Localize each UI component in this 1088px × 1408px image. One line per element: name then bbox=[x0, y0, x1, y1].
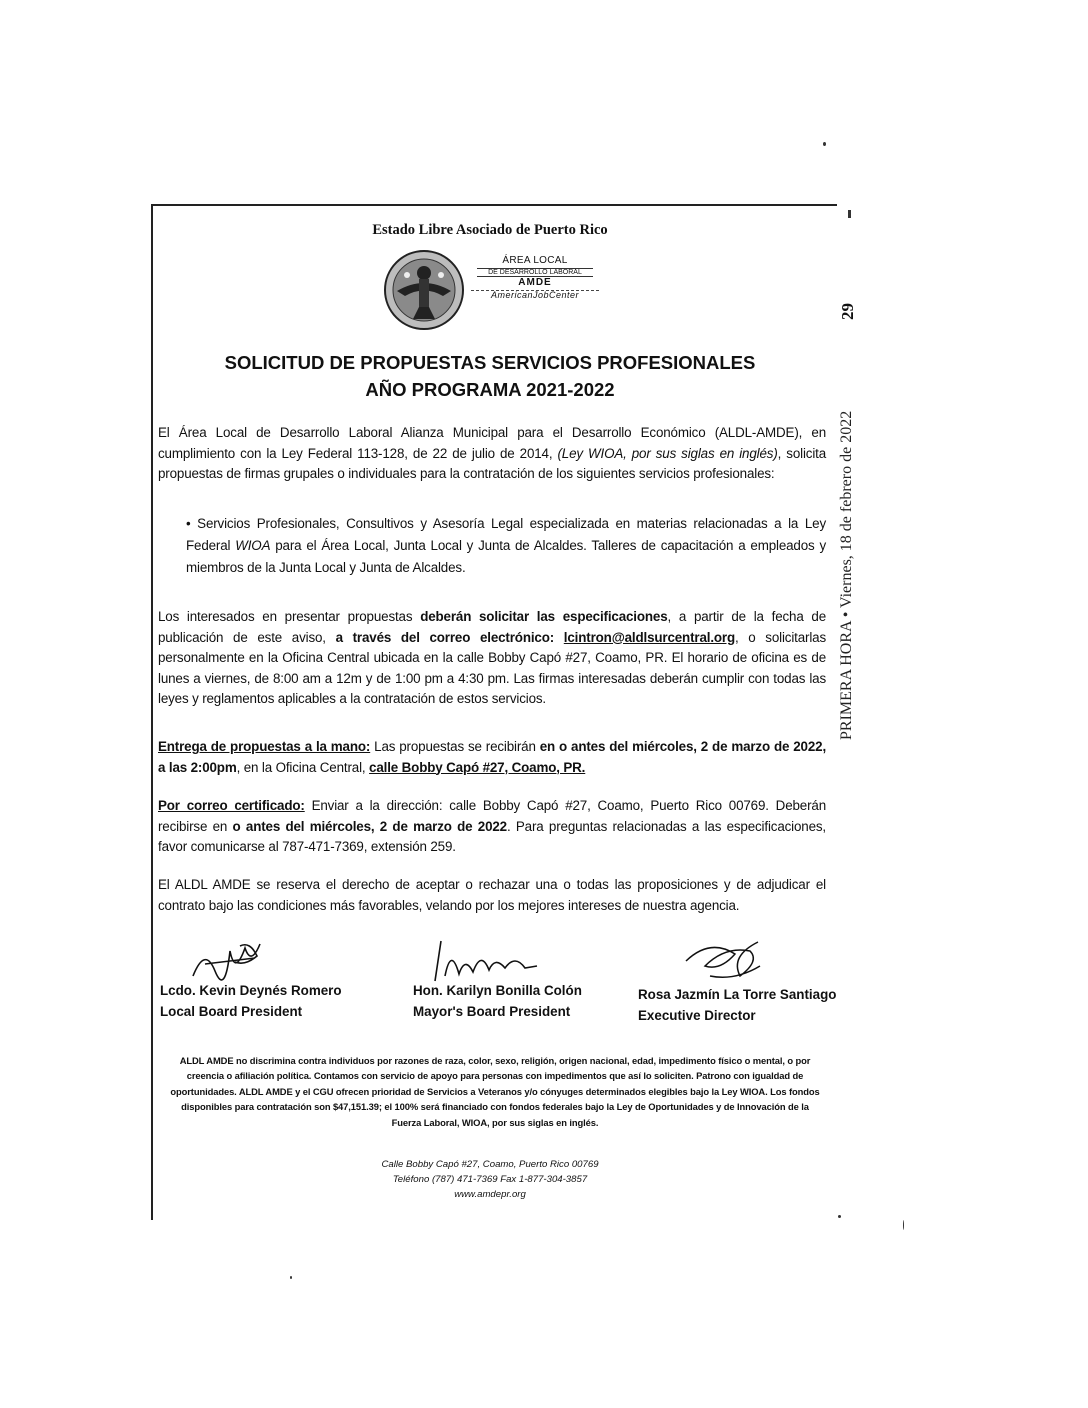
official-seal-icon bbox=[383, 249, 465, 331]
signature-2-scribble bbox=[425, 936, 545, 986]
service-item: • Servicios Profesionales, Consultivos y Asesoría Legal especializada en materias relacionadas a la Ley Federal WIOA para el Área Local, Junta Local y Junta de Alcaldes. Talleres de capacitación a empleados y miembros de la Junta Local y Junta de Alcaldes. bbox=[186, 516, 826, 575]
title-line-1: SOLICITUD DE PROPUESTAS SERVICIOS PROFESIONALES bbox=[224, 352, 756, 373]
scan-speck bbox=[823, 142, 826, 146]
signer-2-title: Mayor's Board President bbox=[413, 1004, 571, 1019]
scan-speck bbox=[838, 1215, 841, 1218]
signer-3-name: Rosa Jazmín La Torre Santiago bbox=[638, 987, 837, 1002]
notice-title bbox=[160, 349, 820, 403]
signature-3-scribble bbox=[680, 936, 770, 986]
stamp-publication: PRIMERA HORA • Viernes, 18 de febrero de 2022 bbox=[838, 410, 855, 740]
logo-line-2: DE DESARROLLO LABORAL bbox=[477, 268, 593, 277]
stamp-page-number: 29 bbox=[838, 303, 857, 320]
hand-delivery-paragraph: Entrega de propuestas a la mano: Las propuestas se recibirán en o antes del miércoles, 2 de marzo de 2022, a las 2:00pm, en la Oficina Central, calle Bobby Capó #27, Coamo, PR. bbox=[158, 739, 827, 775]
footer-contact bbox=[300, 1157, 680, 1202]
email-link[interactable]: lcintron@aldlsurcentral.org bbox=[563, 629, 736, 645]
signer-3 bbox=[638, 984, 836, 1026]
logo-line-4: AmericanJobCenter bbox=[471, 290, 599, 300]
intro-paragraph: El Área Local de Desarrollo Laboral Alianza Municipal para el Desarrollo Económico (ALDL-AMDE), en cumplimiento con la Ley Federal 113-128, de 22 de julio de 2014, (Ley WIOA, por sus siglas en inglés), solicita propuestas de firmas grupales o individuales para la contratación de los siguientes servicios profesionales: bbox=[158, 425, 827, 481]
reservation-paragraph: El ALDL AMDE se reserva el derecho de aceptar o rechazar una o todas las proposiciones y de adjudicar el contrato bajo las condiciones más favorables, velando por los mejores intereses de nuestra agencia. bbox=[158, 877, 826, 913]
signer-1-name: Lcdo. Kevin Deynés Romero bbox=[160, 983, 342, 998]
non-discrimination-disclaimer: ALDL AMDE no discrimina contra individuos por razones de raza, color, sexo, religión, origen nacional, edad, impedimento físico o mental, o por creencia o afiliación política. Contamos con servicio de apoyo para personas con impedimentos que así lo soliciten. Patrono con igualdad de oportunidades. ALDL AMDE y el CGU ofrecen prioridad de Servicios a Veteranos y/o cónyuges determinados elegibles bajo la Ley WIOA. Los fondos disponibles para contratación son $47,151.39; el 100% será financiado con fondos federales bajo la Ley de Oportunidades y de Innovación de la Fuerza Laboral, WIOA, por sus siglas en inglés. bbox=[170, 1055, 820, 1128]
signer-2 bbox=[413, 980, 582, 1022]
scan-speck bbox=[290, 1276, 292, 1279]
footer-phone: Teléfono (787) 471-7369 Fax 1-877-304-3857 bbox=[392, 1174, 588, 1185]
footer-website[interactable]: www.amdepr.org bbox=[454, 1189, 526, 1200]
signer-1-title: Local Board President bbox=[160, 1004, 303, 1019]
logo-line-3: AMDE bbox=[518, 276, 552, 288]
signer-2-name: Hon. Karilyn Bonilla Colón bbox=[413, 983, 582, 998]
scan-speck bbox=[903, 1220, 904, 1230]
state-header: Estado Libre Asociado de Puerto Rico bbox=[372, 222, 608, 238]
footer-address: Calle Bobby Capó #27, Coamo, Puerto Rico 00769 bbox=[381, 1159, 599, 1170]
signer-3-title: Executive Director bbox=[638, 1008, 756, 1023]
amde-logo bbox=[471, 256, 599, 301]
signature-1-scribble bbox=[185, 936, 275, 986]
title-line-2: AÑO PROGRAMA 2021-2022 bbox=[365, 379, 615, 400]
certified-mail-paragraph: Por correo certificado: Enviar a la dirección: calle Bobby Capó #27, Coamo, Puerto Rico 00769. Deberán recibirse en o antes del miércoles, 2 de marzo de 2022. Para preguntas relacionadas a las especificaciones, favor comunicarse al 787-471-7369, extensión 259. bbox=[158, 798, 826, 854]
signer-1 bbox=[160, 980, 342, 1022]
logo-line-1: ÁREA LOCAL bbox=[502, 255, 568, 266]
scan-speck bbox=[848, 210, 851, 218]
specifications-paragraph: Los interesados en presentar propuestas deberán solicitar las especificaciones, a partir de la fecha de publicación de este aviso, a través del correo electrónico: lcintron@aldlsurcentral.org, o solicitarlas personalmente en la Oficina Central ubicada en la calle Bobby Capó #27, Coamo, PR. El horario de oficina es de lunes a viernes, de 8:00 am a 12m y de 1:00 pm a 4:30 pm. Las firmas interesadas deberán cumplir con todas las leyes y reglamentos aplicables a la contratación de estos servicios. bbox=[158, 609, 827, 706]
